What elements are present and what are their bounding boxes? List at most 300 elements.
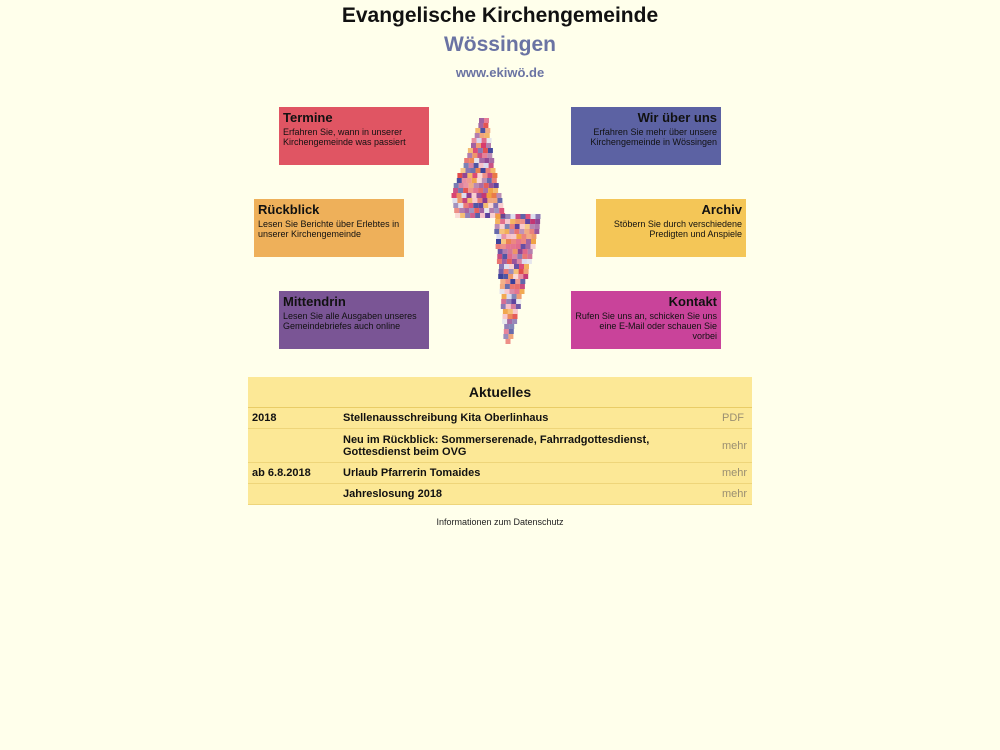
mosaic-tile [497, 193, 502, 198]
mosaic-tile [452, 198, 457, 203]
mosaic-tile [464, 208, 469, 213]
mosaic-tile [464, 158, 469, 163]
mosaic-tile [515, 224, 520, 229]
mosaic-tile [511, 234, 516, 239]
mosaic-tile [482, 138, 487, 143]
nav-tile-termine[interactable] [279, 107, 429, 165]
mosaic-tile [479, 163, 484, 168]
mosaic-tile [486, 168, 491, 173]
mosaic-tile [521, 234, 526, 239]
mosaic-tile [472, 198, 477, 203]
mosaic-tile [487, 138, 492, 143]
mosaic-tile [520, 224, 525, 229]
mosaic-tile [496, 239, 501, 244]
mosaic-tile [481, 143, 486, 148]
mosaic-tile [531, 214, 536, 219]
mosaic-tile [477, 138, 482, 143]
mosaic-tile [531, 234, 536, 239]
mosaic-tile [517, 254, 522, 259]
mosaic-tile [467, 193, 472, 198]
tile-title: Mittendrin [283, 294, 346, 309]
mosaic-tile [494, 208, 499, 213]
mosaic-tile [495, 219, 500, 224]
mosaic-tile [530, 224, 535, 229]
mosaic-tile [524, 269, 529, 274]
mosaic-tile [520, 289, 525, 294]
mosaic-tile [487, 173, 492, 178]
mosaic-tile [458, 203, 463, 208]
mosaic-tile [474, 208, 479, 213]
mosaic-tile [472, 178, 477, 183]
mosaic-tile [472, 153, 477, 158]
mosaic-tile [514, 264, 519, 269]
page-subtitle: Wössingen [443, 33, 556, 56]
mosaic-tile [477, 178, 482, 183]
mosaic-tile [452, 193, 457, 198]
mosaic-tile [477, 153, 482, 158]
mosaic-tile [481, 168, 486, 173]
mosaic-tile [498, 274, 503, 279]
mosaic-tile [499, 229, 504, 234]
mosaic-tile [504, 329, 509, 334]
mosaic-tile [475, 128, 480, 133]
privacy-link[interactable]: Informationen zum Datenschutz [436, 517, 564, 527]
mosaic-tile [484, 118, 489, 123]
mosaic-tile [472, 193, 477, 198]
mosaic-tile [507, 294, 512, 299]
mosaic-tile [499, 264, 504, 269]
mosaic-tile [506, 304, 511, 309]
mosaic-tile [485, 213, 490, 218]
mosaic-tile [527, 254, 532, 259]
mosaic-tile [513, 314, 518, 319]
mosaic-tile [511, 299, 516, 304]
mosaic-tile [505, 224, 510, 229]
mosaic-tile [490, 213, 495, 218]
church-logo-mosaic [440, 116, 552, 346]
tile-title: Kontakt [668, 294, 717, 309]
mosaic-tile [469, 163, 474, 168]
mosaic-tile [512, 259, 517, 264]
mosaic-tile [528, 249, 533, 254]
mosaic-tile [468, 203, 473, 208]
mosaic-tile [469, 208, 474, 213]
mosaic-tile [460, 213, 465, 218]
mosaic-tile [469, 158, 474, 163]
mosaic-tile [493, 203, 498, 208]
mosaic-tile [510, 289, 515, 294]
mosaic-tile [518, 249, 523, 254]
mosaic-tile [515, 219, 520, 224]
mosaic-tile [489, 163, 494, 168]
mosaic-tile [525, 219, 530, 224]
mosaic-tile [509, 269, 514, 274]
mosaic-tile [502, 254, 507, 259]
mosaic-tile [506, 214, 511, 219]
mosaic-tile [503, 274, 508, 279]
mosaic-tile [501, 304, 506, 309]
page-title: Evangelische Kirchengemeinde [341, 4, 659, 27]
mosaic-tile [510, 224, 515, 229]
mosaic-tile [475, 133, 480, 138]
mosaic-tile [472, 173, 477, 178]
mosaic-tile [501, 239, 506, 244]
mosaic-tile [483, 123, 488, 128]
mosaic-tile [484, 163, 489, 168]
mosaic-tile [489, 158, 494, 163]
mosaic-tile [523, 249, 528, 254]
mosaic-tile [474, 183, 479, 188]
mosaic-tile [484, 158, 489, 163]
mosaic-tile [483, 188, 488, 193]
mosaic-tile [536, 214, 541, 219]
mosaic-tile [517, 259, 522, 264]
mosaic-tile [463, 188, 468, 193]
tile-title: Archiv [701, 202, 742, 217]
mosaic-tile [482, 198, 487, 203]
mosaic-tile [478, 148, 483, 153]
mosaic-tile [479, 118, 484, 123]
news-link[interactable]: mehr [718, 463, 752, 484]
mosaic-tile [503, 249, 508, 254]
mosaic-tile [467, 178, 472, 183]
news-link[interactable]: PDF [718, 408, 752, 429]
mosaic-tile [500, 224, 505, 229]
mosaic-tile [535, 224, 540, 229]
news-text: Urlaub Pfarrerin Tomaides [339, 463, 718, 484]
mosaic-tile [526, 214, 531, 219]
tile-description: Erfahren Sie mehr über unsere Kirchengemeinde in Wössingen [590, 127, 717, 147]
mosaic-tile [457, 198, 462, 203]
tile-title: Rückblick [258, 202, 320, 217]
mosaic-tile [497, 198, 502, 203]
mosaic-tile [487, 153, 492, 158]
mosaic-tile [503, 309, 508, 314]
mosaic-tile [507, 259, 512, 264]
mosaic-tile [467, 198, 472, 203]
mosaic-tile [464, 183, 469, 188]
mosaic-tile [508, 309, 513, 314]
mosaic-tile [516, 299, 521, 304]
mosaic-tile [519, 264, 524, 269]
mosaic-tile [478, 203, 483, 208]
mosaic-tile [499, 269, 504, 274]
mosaic-tile [525, 224, 530, 229]
mosaic-tile [478, 188, 483, 193]
mosaic-tile [509, 329, 514, 334]
mosaic-tile [506, 234, 511, 239]
mosaic-tile [471, 143, 476, 148]
mosaic-tile [507, 254, 512, 259]
mosaic-tile [520, 279, 525, 284]
news-text: Neu im Rückblick: Sommerserenade, Fahrradgottesdienst, Gottesdienst beim OVG [339, 429, 718, 463]
mosaic-tile [516, 244, 521, 249]
mosaic-tile [488, 203, 493, 208]
mosaic-tile [508, 249, 513, 254]
mosaic-tile [500, 284, 505, 289]
mosaic-tile [482, 153, 487, 158]
mosaic-tile [488, 148, 493, 153]
mosaic-tile [508, 274, 513, 279]
mosaic-tile [515, 279, 520, 284]
mosaic-tile [492, 178, 497, 183]
mosaic-tile [497, 259, 502, 264]
mosaic-tile [493, 188, 498, 193]
news-date [248, 429, 339, 463]
mosaic-tile [512, 294, 517, 299]
news-link[interactable]: mehr [718, 429, 752, 463]
mosaic-tile [474, 163, 479, 168]
mosaic-tile [520, 284, 525, 289]
mosaic-tile [457, 178, 462, 183]
mosaic-tile [480, 213, 485, 218]
mosaic-tile [529, 229, 534, 234]
tile-description: Rufen Sie uns an, schicken Sie uns eine E-Mail oder schauen Sie vorbei [575, 311, 717, 341]
mosaic-tile [499, 208, 504, 213]
mosaic-tile [501, 244, 506, 249]
mosaic-tile [483, 148, 488, 153]
news-text: Jahreslosung 2018 [339, 484, 718, 505]
tile-description: Lesen Sie Berichte über Erlebtes in unserer Kirchengemeinde [258, 219, 400, 239]
mosaic-tile [498, 203, 503, 208]
mosaic-tile [487, 178, 492, 183]
mosaic-tile [498, 249, 503, 254]
mosaic-tile [468, 188, 473, 193]
mosaic-tile [511, 304, 516, 309]
mosaic-tile [510, 219, 515, 224]
mosaic-tile [457, 193, 462, 198]
mosaic-tile [464, 163, 469, 168]
mosaic-tile [535, 219, 540, 224]
mosaic-tile [462, 173, 467, 178]
mosaic-tile [475, 213, 480, 218]
mosaic-tile [516, 239, 521, 244]
mosaic-tile [476, 168, 481, 173]
mosaic-tile [482, 173, 487, 178]
news-date: ab 6.8.2018 [248, 463, 339, 484]
nav-tile-wir-ueber-uns[interactable] [571, 107, 721, 165]
mosaic-tile [483, 203, 488, 208]
mosaic-tile [500, 289, 505, 294]
mosaic-tile [506, 299, 511, 304]
mosaic-tile [522, 254, 527, 259]
mosaic-tile [469, 183, 474, 188]
mosaic-tile [519, 269, 524, 274]
mosaic-tile [486, 143, 491, 148]
mosaic-tile [492, 198, 497, 203]
mosaic-tile [494, 229, 499, 234]
tile-description: Erfahren Sie, wann in unserer Kirchengemeinde was passiert [283, 127, 406, 147]
mosaic-tile [507, 319, 512, 324]
mosaic-tile [500, 279, 505, 284]
mosaic-tile [521, 244, 526, 249]
mosaic-tile [502, 319, 507, 324]
mosaic-tile [502, 259, 507, 264]
mosaic-tile [459, 183, 464, 188]
mosaic-tile [455, 213, 460, 218]
mosaic-tile [504, 269, 509, 274]
mosaic-tile [505, 284, 510, 289]
nav-tile-kontakt[interactable] [571, 291, 721, 349]
mosaic-tile [514, 229, 519, 234]
mosaic-tile [487, 193, 492, 198]
mosaic-tile [467, 173, 472, 178]
mosaic-tile [506, 239, 511, 244]
mosaic-tile [510, 284, 515, 289]
tile-description: Stöbern Sie durch verschiedene Predigten und Anspiele [613, 219, 742, 239]
mosaic-tile [497, 254, 502, 259]
mosaic-tile [501, 214, 506, 219]
news-date [248, 484, 339, 505]
tile-title: Termine [283, 110, 333, 125]
mosaic-tile [489, 183, 494, 188]
nav-tile-rueckblick[interactable] [254, 199, 404, 257]
mosaic-tile [485, 133, 490, 138]
tile-description: Lesen Sie alle Ausgaben unseres Gemeindebriefes auch online [283, 311, 417, 331]
mosaic-tile [531, 239, 536, 244]
mosaic-tile [505, 219, 510, 224]
mosaic-tile [511, 244, 516, 249]
mosaic-tile [517, 294, 522, 299]
mosaic-tile [476, 143, 481, 148]
mosaic-tile [479, 183, 484, 188]
mosaic-tile [513, 309, 518, 314]
mosaic-tile [491, 168, 496, 173]
mosaic-tile [488, 188, 493, 193]
mosaic-tile [526, 234, 531, 239]
mosaic-tile [504, 229, 509, 234]
mosaic-tile [524, 229, 529, 234]
mosaic-tile [474, 158, 479, 163]
mosaic-tile [468, 148, 473, 153]
mosaic-tile [500, 219, 505, 224]
mosaic-tile [501, 234, 506, 239]
mosaic-tile [503, 314, 508, 319]
nav-tile-mittendrin[interactable] [279, 291, 429, 349]
mosaic-tile [487, 198, 492, 203]
mosaic-tile [513, 249, 518, 254]
mosaic-tile [477, 198, 482, 203]
mosaic-tile [520, 219, 525, 224]
mosaic-tile [523, 274, 528, 279]
mosaic-tile [504, 324, 509, 329]
mosaic-tile [510, 279, 515, 284]
mosaic-tile [512, 254, 517, 259]
mosaic-tile [454, 208, 459, 213]
mosaic-tile [514, 269, 519, 274]
mosaic-tile [531, 244, 536, 249]
mosaic-tile [459, 208, 464, 213]
mosaic-tile [482, 193, 487, 198]
tile-title: Wir über uns [637, 110, 717, 125]
mosaic-tile [462, 193, 467, 198]
mosaic-tile [515, 289, 520, 294]
mosaic-tile [503, 334, 508, 339]
mosaic-tile [521, 214, 526, 219]
mosaic-tile [508, 334, 513, 339]
mosaic-tile [477, 173, 482, 178]
mosaic-tile [454, 183, 459, 188]
mosaic-tile [527, 259, 532, 264]
mosaic-tile [473, 188, 478, 193]
news-table [248, 377, 752, 505]
mosaic-tile [505, 279, 510, 284]
mosaic-tile [495, 224, 500, 229]
mosaic-tile [504, 264, 509, 269]
mosaic-tile [505, 289, 510, 294]
mosaic-tile [496, 234, 501, 239]
mosaic-tile [473, 148, 478, 153]
mosaic-tile [492, 193, 497, 198]
mosaic-tile [516, 304, 521, 309]
mosaic-tile [479, 208, 484, 213]
mosaic-tile [484, 183, 489, 188]
mosaic-tile [462, 178, 467, 183]
mosaic-tile [471, 168, 476, 173]
mosaic-tile [519, 229, 524, 234]
mosaic-tile [479, 158, 484, 163]
mosaic-tile [534, 229, 539, 234]
mosaic-tile [516, 234, 521, 239]
mosaic-tile [524, 264, 529, 269]
mosaic-tile [509, 264, 514, 269]
mosaic-tile [506, 339, 511, 344]
news-heading: Aktuelles [248, 377, 752, 408]
mosaic-tile [511, 214, 516, 219]
mosaic-tile [515, 284, 520, 289]
mosaic-tile [453, 188, 458, 193]
mosaic-tile [477, 193, 482, 198]
mosaic-tile [511, 239, 516, 244]
mosaic-tile [485, 128, 490, 133]
mosaic-tile [482, 178, 487, 183]
mosaic-tile [458, 188, 463, 193]
news-date: 2018 [248, 408, 339, 429]
mosaic-tile [489, 208, 494, 213]
news-link[interactable]: mehr [718, 484, 752, 505]
mosaic-tile [484, 208, 489, 213]
nav-tile-archiv[interactable] [596, 199, 746, 257]
mosaic-tile [502, 294, 507, 299]
mosaic-tile [494, 183, 499, 188]
mosaic-tile [516, 214, 521, 219]
website-link[interactable]: www.ekiwö.de [455, 65, 545, 80]
mosaic-tile [480, 133, 485, 138]
mosaic-tile [453, 203, 458, 208]
mosaic-tile [521, 239, 526, 244]
mosaic-tile [506, 244, 511, 249]
mosaic-tile [501, 299, 506, 304]
mosaic-tile [508, 314, 513, 319]
mosaic-tile [509, 324, 514, 329]
mosaic-tile [526, 244, 531, 249]
mosaic-tile [512, 319, 517, 324]
mosaic-tile [480, 128, 485, 133]
mosaic-tile [457, 173, 462, 178]
mosaic-tile [518, 274, 523, 279]
mosaic-tile [467, 153, 472, 158]
mosaic-tile [492, 173, 497, 178]
mosaic-tile [478, 123, 483, 128]
mosaic-tile [462, 198, 467, 203]
mosaic-tile [463, 203, 468, 208]
mosaic-tile [530, 219, 535, 224]
mosaic-tile [473, 203, 478, 208]
mosaic-tile [509, 229, 514, 234]
news-text: Stellenausschreibung Kita Oberlinhaus [339, 408, 718, 429]
mosaic-tile [461, 168, 466, 173]
mosaic-tile [465, 213, 470, 218]
